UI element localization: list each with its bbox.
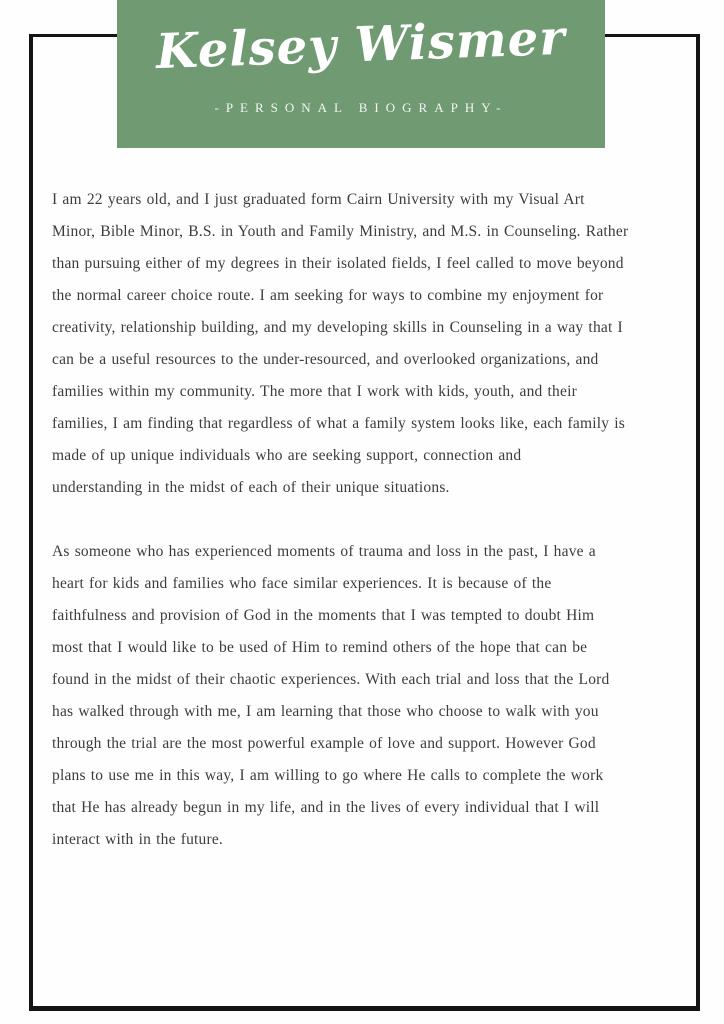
bio-line: interact with in the future.: [52, 831, 224, 848]
bio-line: the normal career choice route. I am seeking for ways to combine my enjoyment for: [52, 287, 604, 304]
bio-line: can be a useful resources to the under-resourced, and overlooked organizations, and: [52, 351, 599, 368]
bio-line: found in the midst of their chaotic experiences. With each trial and loss that the Lord: [52, 671, 610, 688]
bio-line: families within my community. The more that I work with kids, youth, and their: [52, 383, 577, 400]
bio-line: through the trial are the most powerful example of love and support. However God: [52, 735, 596, 752]
bio-line: families, I am finding that regardless of what a family system looks like, each family is: [52, 415, 626, 432]
bio-line: As someone who has experienced moments of trauma and loss in the past, I have a: [52, 543, 596, 560]
bio-line: plans to use me in this way, I am willing to go where He calls to complete the work: [52, 767, 604, 784]
bio-line: faithfulness and provision of God in the moments that I was tempted to doubt Him: [52, 607, 595, 624]
bio-line: understanding in the midst of each of their unique situations.: [52, 479, 450, 496]
bio-line: made of up unique individuals who are seeking support, connection and: [52, 447, 522, 464]
bio-line: I am 22 years old, and I just graduated form Cairn University with my Visual Art: [52, 191, 585, 208]
bio-paragraph-1: [52, 184, 700, 504]
bio-line: creativity, relationship building, and my developing skills in Counseling in a way that I: [52, 319, 623, 336]
header-block: [117, 0, 605, 148]
page-title: Kelsey Wismer: [155, 9, 567, 81]
bio-line: heart for kids and families who face similar experiences. It is because of the: [52, 575, 552, 592]
bio-line: Minor, Bible Minor, B.S. in Youth and Family Ministry, and M.S. in Counseling. Rather: [52, 223, 629, 240]
bio-line: than pursuing either of my degrees in their isolated fields, I feel called to move beyond: [52, 255, 624, 272]
bio-line: most that I would like to be used of Him to remind others of the hope that can be: [52, 639, 588, 656]
biography-text: [52, 184, 700, 888]
subtitle: -PERSONAL BIOGRAPHY-: [214, 100, 508, 115]
bio-line: that He has already begun in my life, and in the lives of every individual that I will: [52, 799, 600, 816]
bio-line: has walked through with me, I am learning that those who choose to walk with you: [52, 703, 599, 720]
bio-paragraph-2: [52, 536, 700, 856]
